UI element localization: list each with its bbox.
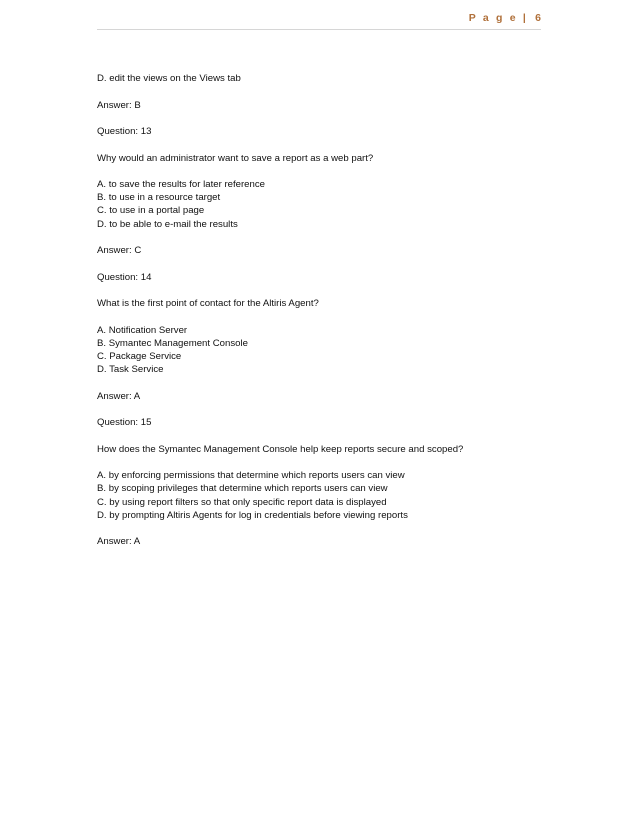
question-15-options	[97, 469, 541, 522]
question-14-option-a: A. Notification Server	[97, 324, 188, 336]
question-15-option-c: C. by using report filters so that only specific report data is displayed	[97, 496, 387, 508]
question-15-option-a: A. by enforcing permissions that determine which reports users can view	[97, 470, 405, 482]
page-label: P a g e	[468, 12, 518, 24]
question-14-answer: Answer: A	[97, 390, 141, 402]
document-body	[97, 72, 541, 562]
question-15-answer: Answer: A	[97, 536, 141, 548]
previous-option-d: D. edit the views on the Views tab	[97, 73, 241, 84]
question-13-option-b: B. to use in a resource target	[97, 192, 221, 204]
question-13-text: Why would an administrator want to save a report as a web part?	[97, 152, 374, 164]
page-separator: |	[517, 12, 534, 24]
page-number: 6	[535, 12, 541, 24]
question-15-option-d: D. by prompting Altiris Agents for log in credentials before viewing reports	[97, 509, 408, 521]
question-13-option-c: C. to use in a portal page	[97, 205, 205, 217]
question-13-answer: Answer: C	[97, 245, 142, 257]
page-header	[469, 12, 541, 24]
question-14-text: What is the first point of contact for the Altiris Agent?	[97, 298, 319, 310]
question-14-number: Question: 14	[97, 271, 152, 283]
question-14-options	[97, 324, 541, 377]
question-15-number: Question: 15	[97, 417, 152, 429]
question-15-option-b: B. by scoping privileges that determine which reports users can view	[97, 483, 388, 495]
question-13-number: Question: 13	[97, 126, 152, 137]
previous-answer: Answer: B	[97, 99, 141, 111]
question-14-option-b: B. Symantec Management Console	[97, 337, 248, 349]
header-rule	[97, 29, 541, 30]
question-13-options	[97, 178, 541, 231]
question-15-text: How does the Symantec Management Console help keep reports secure and scoped?	[97, 443, 464, 455]
question-14-option-d: D. Task Service	[97, 364, 164, 376]
question-13-option-d: D. to be able to e-mail the results	[97, 218, 238, 230]
question-14-option-c: C. Package Service	[97, 351, 182, 363]
question-13-option-a: A. to save the results for later reference	[97, 179, 265, 190]
